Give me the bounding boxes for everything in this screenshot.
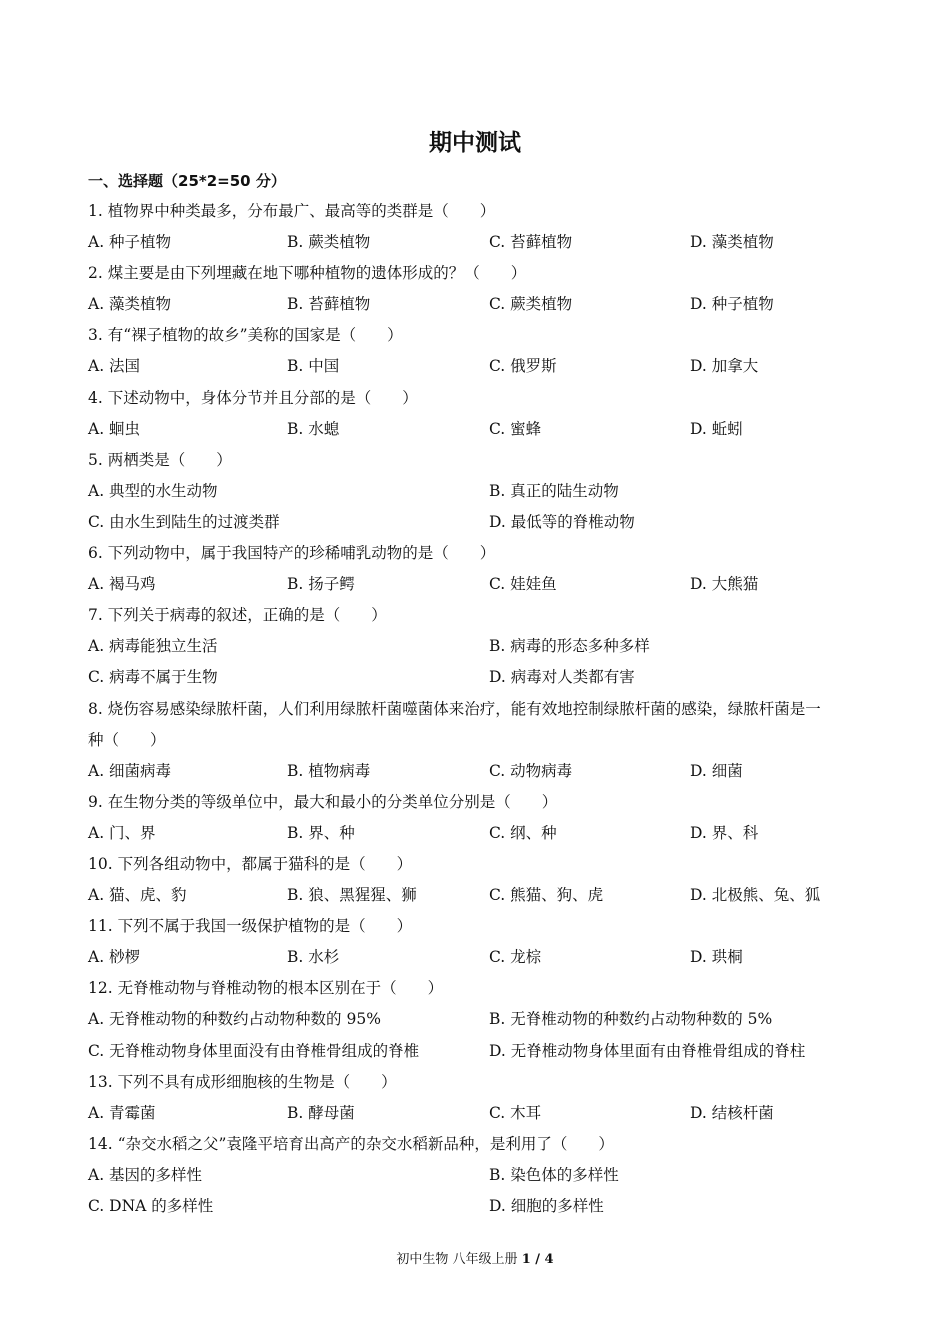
answer-option: D. 无脊椎动物身体里面有由脊椎骨组成的脊柱 <box>489 1041 806 1060</box>
question-stem: 9. 在生物分类的等级单位中，最大和最小的分类单位分别是（ ） <box>88 792 558 811</box>
answer-option: D. 界、科 <box>690 823 759 842</box>
options-row <box>88 1160 878 1191</box>
answer-option: A. 桫椤 <box>88 948 141 967</box>
answer-option: A. 基因的多样性 <box>88 1165 203 1184</box>
answer-option: C. 木耳 <box>489 1103 542 1122</box>
options-row <box>88 476 878 507</box>
answer-option: C. 蕨类植物 <box>489 295 573 314</box>
options-row <box>88 414 878 445</box>
question-stem: 8. 烧伤容易感染绿脓杆菌，人们利用绿脓杆菌噬菌体来治疗，能有效地控制绿脓杆菌的感染，绿脓杆菌是一 <box>88 699 821 718</box>
answer-option: D. 藻类植物 <box>690 233 774 252</box>
question-stem: 2. 煤主要是由下列埋藏在地下哪种植物的遗体形成的？（ ） <box>88 264 527 283</box>
options-row <box>88 1098 878 1129</box>
answer-option: A. 猫、虎、豹 <box>88 886 187 905</box>
question-item <box>88 849 878 911</box>
answer-option: A. 藻类植物 <box>88 295 172 314</box>
page-number: 1 / 4 <box>521 1252 554 1267</box>
answer-option: A. 褐马鸡 <box>88 575 156 594</box>
answer-option: B. 染色体的多样性 <box>489 1165 619 1184</box>
page-footer <box>0 1248 950 1267</box>
answer-option: B. 无脊椎动物的种数约占动物种数的 5% <box>489 1010 773 1029</box>
question-stem: 1. 植物界中种类最多，分布最广、最高等的类群是（ ） <box>88 202 496 220</box>
answer-option: C. 娃娃鱼 <box>489 575 557 594</box>
question-item <box>88 787 878 849</box>
options-row <box>88 507 878 538</box>
answer-option: A. 种子植物 <box>88 233 172 252</box>
options-row <box>88 289 878 320</box>
question-item <box>88 383 878 445</box>
answer-option: B. 扬子鳄 <box>287 575 355 594</box>
answer-option: C. 俄罗斯 <box>489 357 557 376</box>
answer-option: D. 大熊猫 <box>690 575 759 594</box>
answer-option: D. 最低等的脊椎动物 <box>489 512 635 531</box>
answer-option: D. 蚯蚓 <box>690 419 743 438</box>
answer-option: D. 珙桐 <box>690 948 743 967</box>
question-stem: 4. 下述动物中，身体分节并且分部的是（ ） <box>88 388 418 407</box>
question-stem: 5. 两栖类是（ ） <box>88 450 232 469</box>
answer-option: B. 狼、黑猩猩、狮 <box>287 886 417 905</box>
question-item <box>88 258 878 320</box>
question-stem: 11. 下列不属于我国一级保护植物的是（ ） <box>88 917 413 936</box>
answer-option: B. 酵母菌 <box>287 1103 355 1122</box>
question-stem: 种（ ） <box>88 730 166 749</box>
question-item <box>88 600 878 693</box>
section-heading: 一、选择题（25*2=50 分） <box>88 172 286 190</box>
question-stem: 6. 下列动物中，属于我国特产的珍稀哺乳动物的是（ ） <box>88 544 496 563</box>
answer-option: B. 苔藓植物 <box>287 295 371 314</box>
answer-option: A. 病毒能独立生活 <box>88 637 218 656</box>
question-item <box>88 973 878 1066</box>
answer-option: C. 纲、种 <box>489 823 557 842</box>
answer-option: D. 北极熊、兔、狐 <box>690 886 821 905</box>
footer-text: 初中生物 八年级上册 <box>396 1252 522 1267</box>
question-item <box>88 911 878 973</box>
question-item <box>88 1067 878 1129</box>
question-list <box>88 196 878 1222</box>
answer-option: B. 蕨类植物 <box>287 233 371 252</box>
answer-option: A. 门、界 <box>88 823 156 842</box>
answer-option: C. 苔藓植物 <box>489 233 573 252</box>
answer-option: D. 结核杆菌 <box>690 1103 774 1122</box>
answer-option: D. 加拿大 <box>690 357 759 376</box>
options-row <box>88 662 878 693</box>
answer-option: C. DNA 的多样性 <box>88 1197 214 1215</box>
answer-option: C. 龙棕 <box>489 948 542 967</box>
options-row <box>88 1036 878 1067</box>
answer-option: B. 界、种 <box>287 823 355 842</box>
options-row <box>88 818 878 849</box>
question-stem: 7. 下列关于病毒的叙述，正确的是（ ） <box>88 606 387 625</box>
question-stem: 12. 无脊椎动物与脊椎动物的根本区别在于（ ） <box>88 979 444 998</box>
question-stem: 13. 下列不具有成形细胞核的生物是（ ） <box>88 1072 397 1091</box>
answer-option: B. 植物病毒 <box>287 761 371 780</box>
question-item <box>88 445 878 538</box>
options-row <box>88 880 878 911</box>
question-item <box>88 694 878 787</box>
answer-option: C. 蜜蜂 <box>489 419 542 438</box>
answer-option: A. 典型的水生动物 <box>88 481 218 500</box>
question-item <box>88 538 878 600</box>
answer-option: C. 无脊椎动物身体里面没有由脊椎骨组成的脊椎 <box>88 1041 420 1060</box>
question-stem: 14. “杂交水稻之父”袁隆平培育出高产的杂交水稻新品种，是利用了（ ） <box>88 1134 614 1153</box>
answer-option: B. 水杉 <box>287 948 340 967</box>
question-stem: 3. 有“裸子植物的故乡”美称的国家是（ ） <box>88 326 403 345</box>
options-row <box>88 942 878 973</box>
answer-option: C. 病毒不属于生物 <box>88 668 218 687</box>
options-row <box>88 1004 878 1035</box>
answer-option: D. 种子植物 <box>690 295 774 314</box>
answer-option: A. 青霉菌 <box>88 1103 156 1122</box>
page-title: 期中测试 <box>429 130 521 156</box>
question-item <box>88 196 878 258</box>
answer-option: D. 细胞的多样性 <box>489 1197 604 1215</box>
options-row <box>88 631 878 662</box>
options-row <box>88 756 878 787</box>
answer-option: A. 细菌病毒 <box>88 761 172 780</box>
options-row <box>88 351 878 382</box>
answer-option: B. 真正的陆生动物 <box>489 481 619 500</box>
answer-option: C. 由水生到陆生的过渡类群 <box>88 512 280 531</box>
answer-option: A. 法国 <box>88 357 141 376</box>
options-row <box>88 227 878 258</box>
answer-option: A. 蛔虫 <box>88 419 141 438</box>
answer-option: D. 细菌 <box>690 761 743 780</box>
question-item <box>88 1129 878 1222</box>
answer-option: C. 熊猫、狗、虎 <box>489 886 604 905</box>
options-row <box>88 1191 878 1222</box>
question-stem: 10. 下列各组动物中，都属于猫科的是（ ） <box>88 854 413 873</box>
answer-option: D. 病毒对人类都有害 <box>489 668 635 687</box>
answer-option: A. 无脊椎动物的种数约占动物种数的 95% <box>88 1010 381 1029</box>
answer-option: B. 病毒的形态多种多样 <box>489 637 650 656</box>
answer-option: B. 水螅 <box>287 419 340 438</box>
answer-option: C. 动物病毒 <box>489 761 573 780</box>
answer-option: B. 中国 <box>287 357 340 376</box>
question-item <box>88 320 878 382</box>
options-row <box>88 569 878 600</box>
